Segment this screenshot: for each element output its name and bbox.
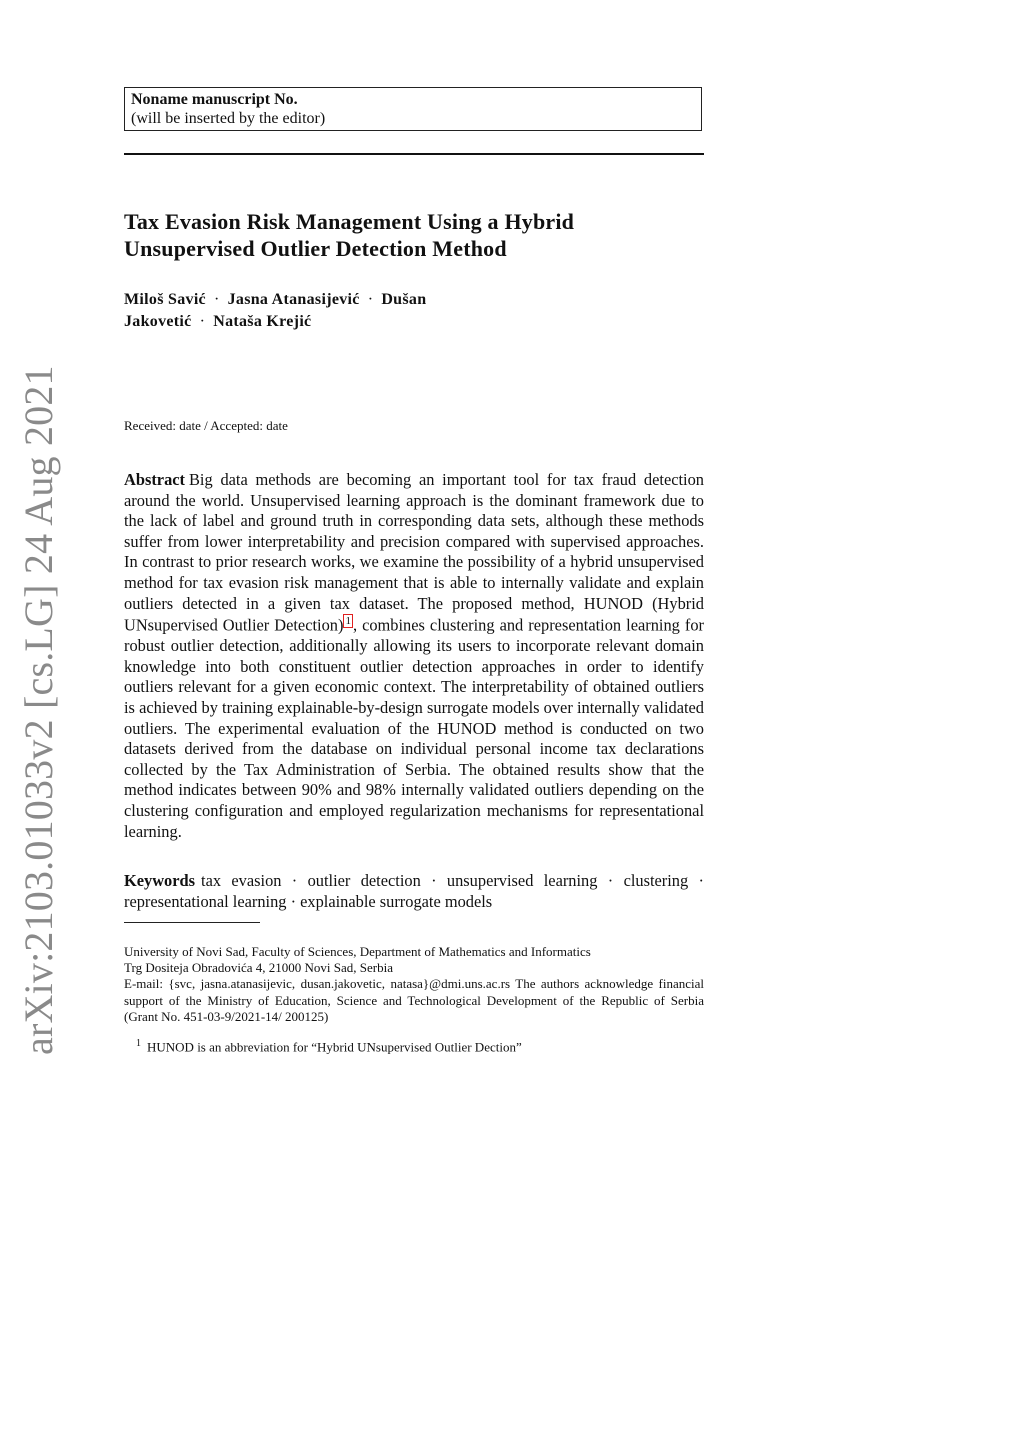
affiliation-line: University of Novi Sad, Faculty of Sciences, Department of Mathematics and Informatics [124, 944, 591, 959]
abstract [124, 470, 704, 842]
affiliation-block [124, 944, 704, 1025]
received-accepted-dates: Received: date / Accepted: date [124, 418, 288, 433]
paper-title-line-1: Tax Evasion Risk Management Using a Hybrid [124, 209, 575, 234]
paper-title [124, 208, 704, 262]
header-rule [124, 153, 704, 155]
keywords-label: Keywords [124, 871, 196, 890]
author-separator: · [367, 291, 374, 308]
author-separator: · [199, 313, 206, 330]
author-separator: · [213, 291, 220, 308]
footnote-number: 1 [136, 1038, 141, 1049]
paper-title-line-2: Unsupervised Outlier Detection Method [124, 236, 507, 261]
footnote [124, 1036, 704, 1055]
author-name: Nataša Krejić [213, 313, 312, 330]
author-name: Jasna Atanasijević [227, 291, 360, 308]
keywords-text: tax evasion · outlier detection · unsupervised learning · clustering · representational learning · explainable surrogate models [124, 871, 704, 911]
abstract-text-part-1: Big data methods are becoming an important tool for tax fraud detection around the world. Unsupervised learning approach is the dominant framework due to the lack of label and ground truth in corresponding data sets, although these methods suffer from lower interpretability and precision compared with supervised approaches. In contrast to prior research works, we examine the possibility of a hybrid unsupervised method for tax evasion risk management that is able to internally validate and explain outliers detected in a given tax dataset. The proposed method, HUNOD (Hybrid UNsupervised Outlier Detection) [124, 470, 704, 635]
abstract-label: Abstract [124, 470, 185, 489]
manuscript-number-note: (will be inserted by the editor) [131, 110, 326, 127]
author-name: Miloš Savić [124, 291, 206, 308]
footnote-reference-link[interactable]: 1 [345, 615, 351, 628]
manuscript-number-title: Noname manuscript No. [131, 91, 298, 108]
abstract-text-part-2: , combines clustering and representation learning for robust outlier detection, additionally allowing its users to incorporate relevant domain knowledge into both constituent outlier detection approaches in order to identify outliers relevant for a given economic context. The interpretability of obtained outliers is achieved by training explainable-by-design surrogate models over internally validated outliers. The experimental evaluation of the HUNOD method is conducted on two datasets derived from the database on individual personal income tax declarations collected by the Tax Administration of Serbia. The obtained results show that the method indicates between 90% and 98% internally validated outliers depending on the clustering configuration and employed regularization mechanisms for representational learning. [124, 615, 704, 841]
manuscript-number-box [124, 87, 702, 131]
footnote-text: HUNOD is an abbreviation for “Hybrid UNsupervised Outlier Dection” [147, 1039, 522, 1055]
author-list [124, 289, 704, 333]
author-name-part: Jakovetić [124, 313, 192, 330]
arxiv-identifier-stamp: arXiv:2103.01033v2 [cs.LG] 24 Aug 2021 [16, 365, 61, 1055]
footnote-rule [124, 922, 260, 923]
keywords [124, 871, 704, 912]
author-name-part: Dušan [381, 291, 427, 308]
affiliation-email-funding: E-mail: {svc, jasna.atanasijevic, dusan.jakovetic, natasa}@dmi.uns.ac.rs The authors acknowledge financial support of the Ministry of Education, Science and Technological Development of the Republic of Serbia (Grant No. 451-03-9/2021-14/ 200125) [124, 976, 704, 1024]
affiliation-line: Trg Dositeja Obradovića 4, 21000 Novi Sad, Serbia [124, 960, 394, 976]
